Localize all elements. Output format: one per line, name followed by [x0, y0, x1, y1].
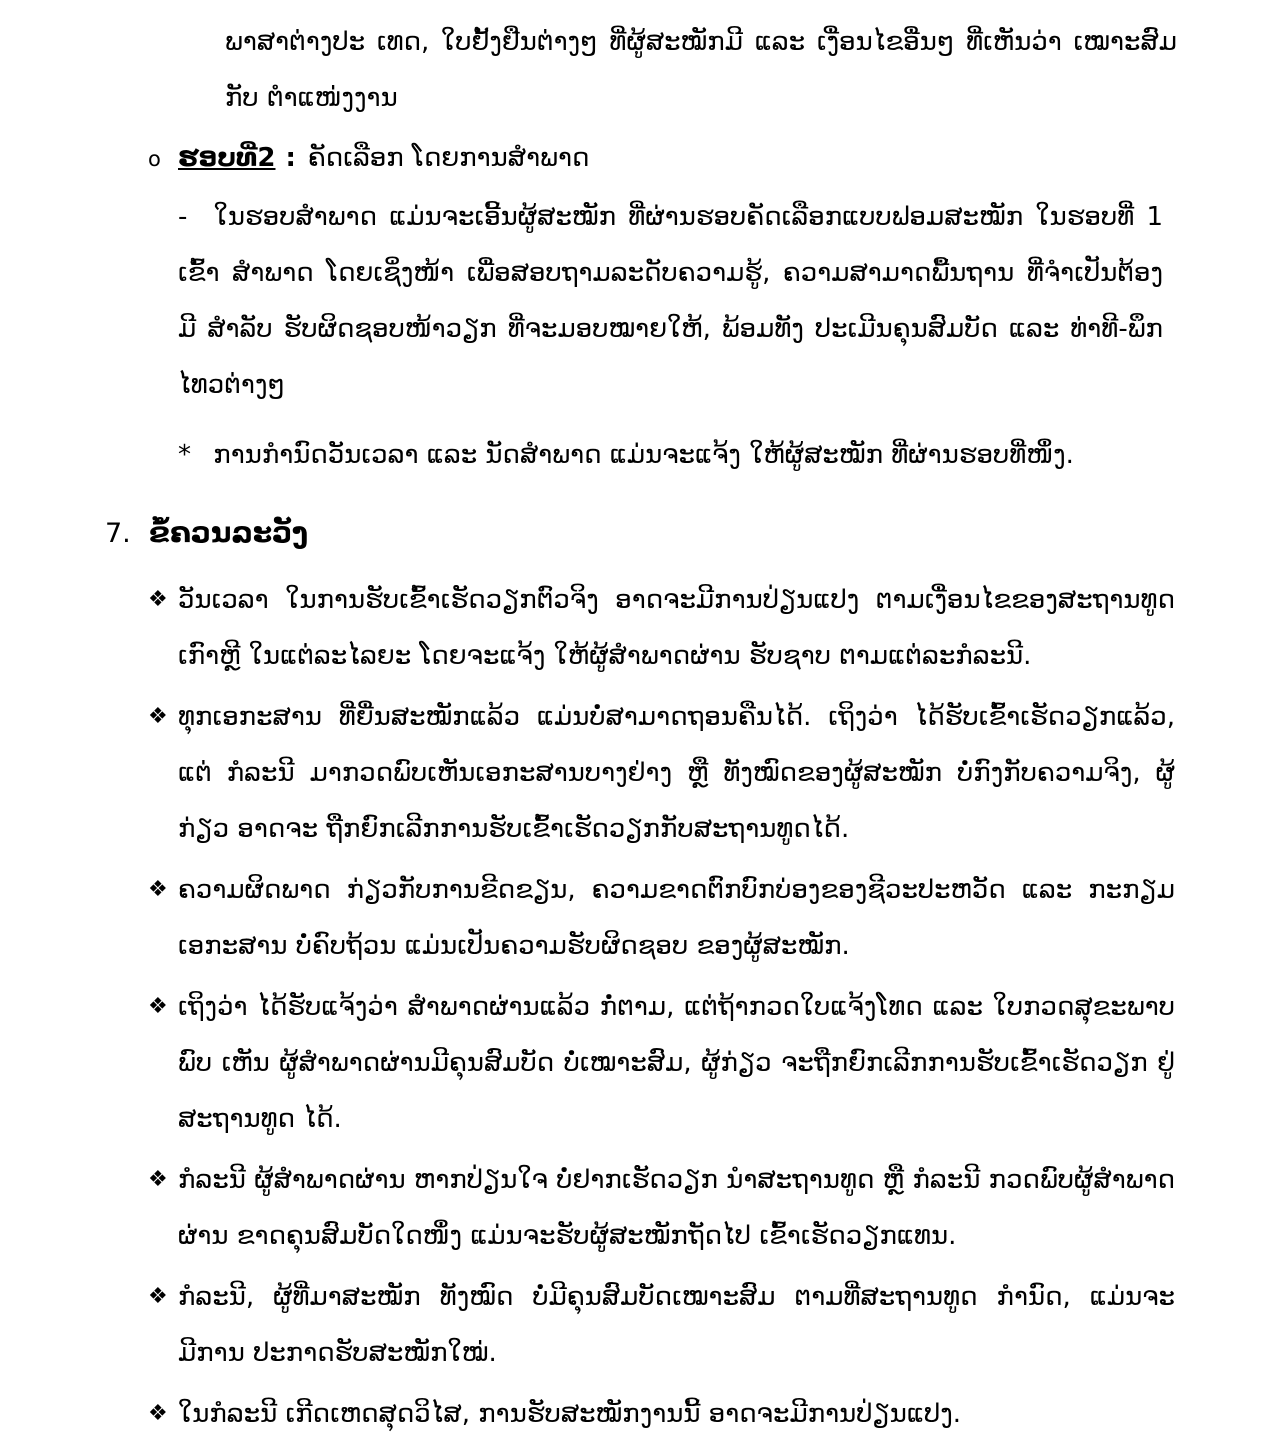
caution-item: [148, 689, 1175, 857]
caution-item: [148, 1152, 1175, 1264]
caution-item-text: ກໍລະນີ, ຜູ້ທີ່ມາສະໝັກ ທັງໝົດ ບໍ່ມີຄຸນສົມບັດເໝາະສົມ ຕາມທີ່ສະຖານທູດ ກຳນົດ, ແມ່ນຈະມີການ ປະກາດຮັບສະໝັກໃໝ່.: [178, 1282, 1175, 1368]
round2-note-text: ການກຳນົດວັນເວລາ ແລະ ນັດສຳພາດ ແມ່ນຈະແຈ້ງ ໃຫ້ຜູ້ສະໝັກ ທີ່ຜ່ານຮອບທີ່ໜຶ່ງ.: [213, 440, 1074, 470]
section7-number: 7.: [105, 518, 131, 549]
asterisk-icon: *: [178, 440, 191, 470]
round2-note-paragraph: [178, 427, 1177, 483]
round2-detail-text: ໃນຮອບສຳພາດ ແມ່ນຈະເອີ້ນຜູ້ສະໝັກ ທີ່ຜ່ານຮອບຄັດເລືອກແບບຟອມສະໝັກ ໃນຮອບທີ່ 1 ເຂົ້າ ສຳພາດ ໂດຍເຊິ່ງໜ້າ ເພື່ອສອບຖາມລະດັບຄວາມຮູ້, ຄວາມສາມາດພື້ນຖານ ທີ່ຈຳເປັນຕ້ອງ ມີ ສຳລັບ ຮັບຜິດຊອບໜ້າວຽກ ທີ່ຈະມອບໝາຍໃຫ້, ພ້ອມທັງ ປະເມີນຄຸນສົມບັດ ແລະ ທ່າທີ-ພຶກໄທວຕ່າງໆ: [178, 202, 1163, 400]
caution-item: [148, 862, 1175, 974]
caution-item-text: ເຖິງວ່າ ໄດ້ຮັບແຈ້ງວ່າ ສຳພາດຜ່ານແລ້ວ ກໍ່ຕາມ, ແຕ່ຖ້າກວດໃບແຈ້ງໂທດ ແລະ ໃບກວດສຸຂະພາບ ພົບ ເຫັນ ຜູ້ສຳພາດຜ່ານມີຄຸນສົມບັດ ບໍ່ເໝາະສົມ, ຜູ້ກ່ຽວ ຈະຖືກຍົກເລີກການຮັບເຂົ້າເຮັດວຽກ ຢູ່ສະຖານທູດ ໄດ້.: [178, 992, 1175, 1134]
diamond-bullet-icon: ❖: [148, 877, 168, 902]
caution-item: [148, 979, 1175, 1147]
round2-detail-paragraph: [178, 189, 1163, 413]
diamond-bullet-icon: ❖: [148, 994, 168, 1019]
document-page: [0, 14, 1275, 1442]
caution-bullet-list: [0, 572, 1275, 1442]
circle-bullet-icon: o: [148, 147, 161, 171]
caution-item-text: ທຸກເອກະສານ ທີ່ຍື່ນສະໝັກແລ້ວ ແມ່ນບໍ່ສາມາດຖອນຄືນໄດ້. ເຖິງວ່າ ໄດ້ຮັບເຂົ້າເຮັດວຽກແລ້ວ, ແຕ່ ກໍລະນີ ມາກວດພົບເຫັນເອກະສານບາງຢ່າງ ຫຼື ທັງໝົດຂອງຜູ້ສະໝັກ ບໍ່ກົງກັບຄວາມຈິງ, ຜູ້ກ່ຽວ ອາດຈະ ຖືກຍົກເລີກການຮັບເຂົ້າເຮັດວຽກກັບສະຖານທູດໄດ້.: [178, 702, 1175, 844]
intro-continuation-paragraph: ພາສາຕ່າງປະ ເທດ, ໃບຢັ້ງຢືນຕ່າງໆ ທີ່ຜູ້ສະໝັກມີ ແລະ ເງື່ອນໄຂອື່ນໆ ທີ່ເຫັນວ່າ ເໝາະສົມກັບ ຕຳແໜ່ງງານ: [225, 27, 1177, 113]
caution-item: [148, 1269, 1175, 1381]
caution-item: [148, 572, 1175, 684]
round2-method: ຄັດເລືອກ ໂດຍການສຳພາດ: [307, 143, 590, 173]
caution-item-text: ຄວາມຜິດພາດ ກ່ຽວກັບການຂີດຂຽນ, ຄວາມຂາດຕົກບົກບ່ອງຂອງຊີວະປະຫວັດ ແລະ ກະກຽມເອກະສານ ບໍ່ຄົບຖ້ວນ ແມ່ນເປັນຄວາມຮັບຜິດຊອບ ຂອງຜູ້ສະໝັກ.: [178, 875, 1175, 961]
caution-item-text: ໃນກໍລະນີ ເກີດເຫດສຸດວິໄສ, ການຮັບສະໝັກງານນີ້ ອາດຈະມີການປ່ຽນແປງ.: [178, 1399, 962, 1429]
diamond-bullet-icon: ❖: [148, 1284, 168, 1309]
diamond-bullet-icon: ❖: [148, 1401, 168, 1426]
section7-heading: [105, 503, 1177, 564]
diamond-bullet-icon: ❖: [148, 587, 168, 612]
diamond-bullet-icon: ❖: [148, 704, 168, 729]
caution-item: [148, 1386, 1175, 1442]
diamond-bullet-icon: ❖: [148, 1167, 168, 1192]
dash-bullet-icon: -: [178, 202, 188, 232]
caution-item-text: ວັນເວລາ ໃນການຮັບເຂົ້າເຮັດວຽກຕົວຈິງ ອາດຈະມີການປ່ຽນແປງ ຕາມເງື່ອນໄຂຂອງສະຖານທູດເກົາຫຼີ ໃນແຕ່ລະໄລຍະ ໂດຍຈະແຈ້ງ ໃຫ້ຜູ້ສຳພາດຜ່ານ ຮັບຊາບ ຕາມແຕ່ລະກໍລະນີ.: [178, 585, 1175, 671]
section7-title: ຂໍ້ຄວນລະວັງ: [149, 516, 309, 549]
round2-colon: :: [285, 143, 296, 173]
caution-item-text: ກໍລະນີ ຜູ້ສຳພາດຜ່ານ ຫາກປ່ຽນໃຈ ບໍ່ຢາກເຮັດວຽກ ນຳສະຖານທູດ ຫຼື ກໍລະນີ ກວດພົບຜູ້ສຳພາດຜ່ານ ຂາດຄຸນສົມບັດໃດໜຶ່ງ ແມ່ນຈະຮັບຜູ້ສະໝັກຖັດໄປ ເຂົ້າເຮັດວຽກແທນ.: [178, 1165, 1175, 1251]
round2-heading: [148, 130, 1177, 187]
round2-label: ຮອບທີ່2: [178, 143, 276, 173]
